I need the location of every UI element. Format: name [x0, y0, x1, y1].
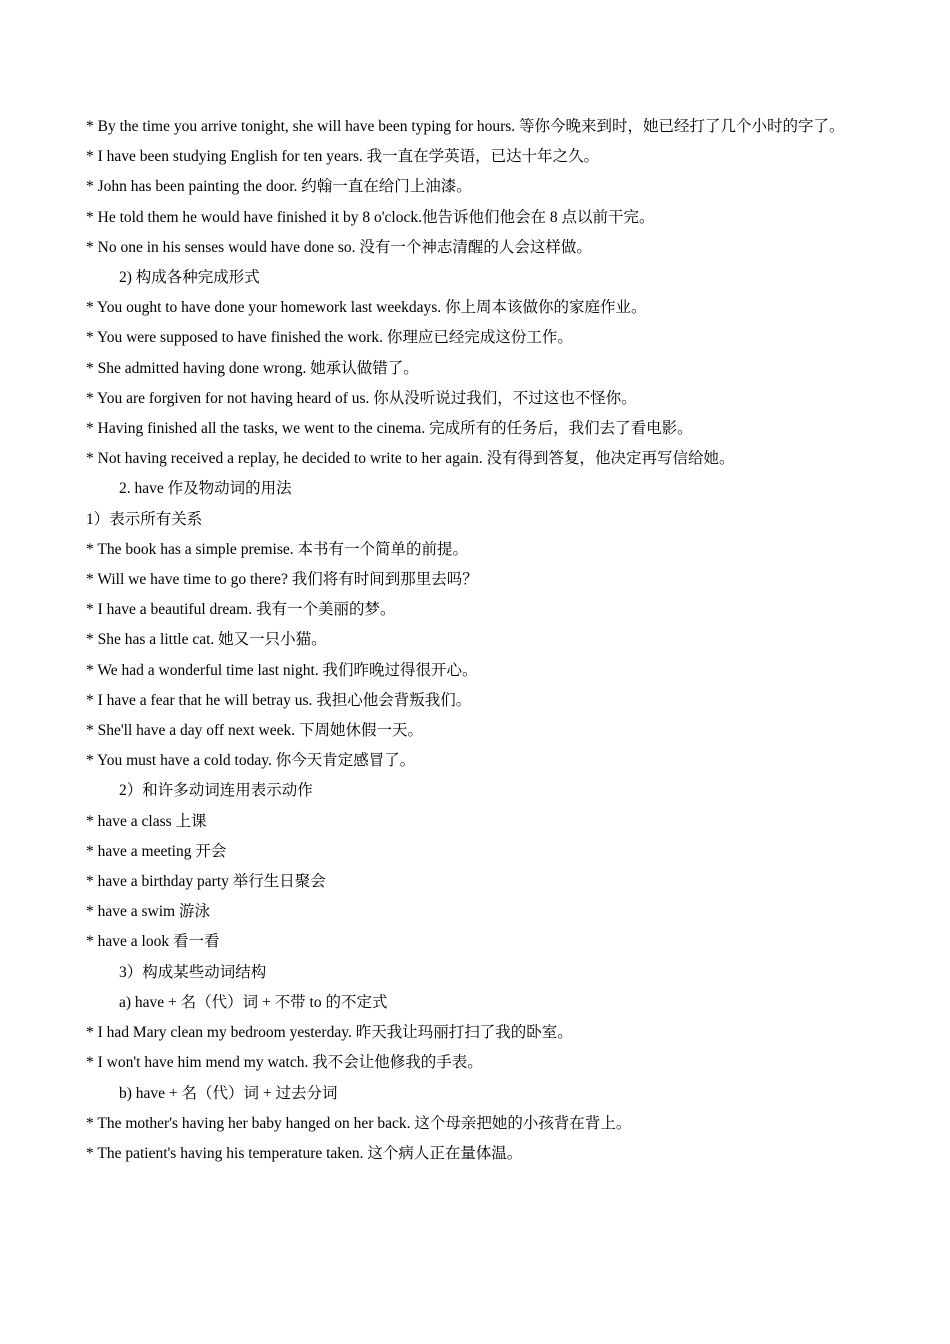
- structure-heading: b) have + 名（代）词 + 过去分词: [119, 1084, 338, 1102]
- phrase-item: * have a swim 游泳: [86, 903, 210, 921]
- example-sentence: * Will we have time to go there? 我们将有时间到那里去吗？: [86, 571, 478, 589]
- section-heading: 2. have 作及物动词的用法: [119, 480, 292, 498]
- example-sentence: * We had a wonderful time last night. 我们昨晚过得很开心。: [86, 661, 478, 679]
- phrase-item: * have a look 看一看: [86, 933, 220, 951]
- example-sentence: * You are forgiven for not having heard of us. 你从没听说过我们，不过这也不怪你。: [86, 389, 637, 407]
- example-sentence: * I won't have him mend my watch. 我不会让他修我的手表。: [86, 1054, 483, 1072]
- example-sentence: * You must have a cold today. 你今天肯定感冒了。: [86, 752, 416, 770]
- section-heading: 2) 构成各种完成形式: [119, 269, 260, 287]
- structure-heading: a) have + 名（代）词 + 不带 to 的不定式: [119, 993, 388, 1011]
- example-sentence: * He told them he would have finished it by 8 o'clock.他告诉他们他会在 8 点以前干完。: [86, 208, 655, 226]
- document-body: [86, 112, 866, 1169]
- subsection-heading: 1）表示所有关系: [86, 510, 203, 528]
- example-sentence: * She admitted having done wrong. 她承认做错了。: [86, 359, 419, 377]
- example-sentence: * You ought to have done your homework last weekdays. 你上周本该做你的家庭作业。: [86, 299, 647, 317]
- example-sentence: * I had Mary clean my bedroom yesterday. 昨天我让玛丽打扫了我的卧室。: [86, 1024, 573, 1042]
- phrase-item: * have a meeting 开会: [86, 842, 227, 860]
- subsection-heading: 2）和许多动词连用表示动作: [119, 782, 313, 800]
- example-sentence: * You were supposed to have finished the work. 你理应已经完成这份工作。: [86, 329, 573, 347]
- example-sentence: * I have a fear that he will betray us. 我担心他会背叛我们。: [86, 691, 472, 709]
- example-sentence: * I have a beautiful dream. 我有一个美丽的梦。: [86, 601, 396, 619]
- phrase-item: * have a class 上课: [86, 812, 207, 830]
- phrase-item: * have a birthday party 举行生日聚会: [86, 873, 326, 891]
- example-sentence: * The book has a simple premise. 本书有一个简单的前提。: [86, 540, 469, 558]
- example-sentence: * No one in his senses would have done so. 没有一个神志清醒的人会这样做。: [86, 238, 592, 256]
- example-sentence: * She has a little cat. 她又一只小猫。: [86, 631, 327, 649]
- example-sentence: * John has been painting the door. 约翰一直在给门上油漆。: [86, 178, 472, 196]
- example-sentence: * The patient's having his temperature taken. 这个病人正在量体温。: [86, 1144, 523, 1162]
- subsection-heading: 3）构成某些动词结构: [119, 963, 267, 981]
- example-sentence: * By the time you arrive tonight, she will have been typing for hours. 等你今晚来到时，她已经打了几个小时的字了。: [86, 118, 845, 135]
- example-sentence: * I have been studying English for ten years. 我一直在学英语，已达十年之久。: [86, 148, 600, 166]
- example-sentence: * Not having received a replay, he decided to write to her again. 没有得到答复，他决定再写信给她。: [86, 450, 735, 468]
- example-sentence: * She'll have a day off next week. 下周她休假一天。: [86, 722, 423, 740]
- example-sentence: * Having finished all the tasks, we went to the cinema. 完成所有的任务后，我们去了看电影。: [86, 420, 693, 438]
- example-sentence: * The mother's having her baby hanged on her back. 这个母亲把她的小孩背在背上。: [86, 1114, 632, 1132]
